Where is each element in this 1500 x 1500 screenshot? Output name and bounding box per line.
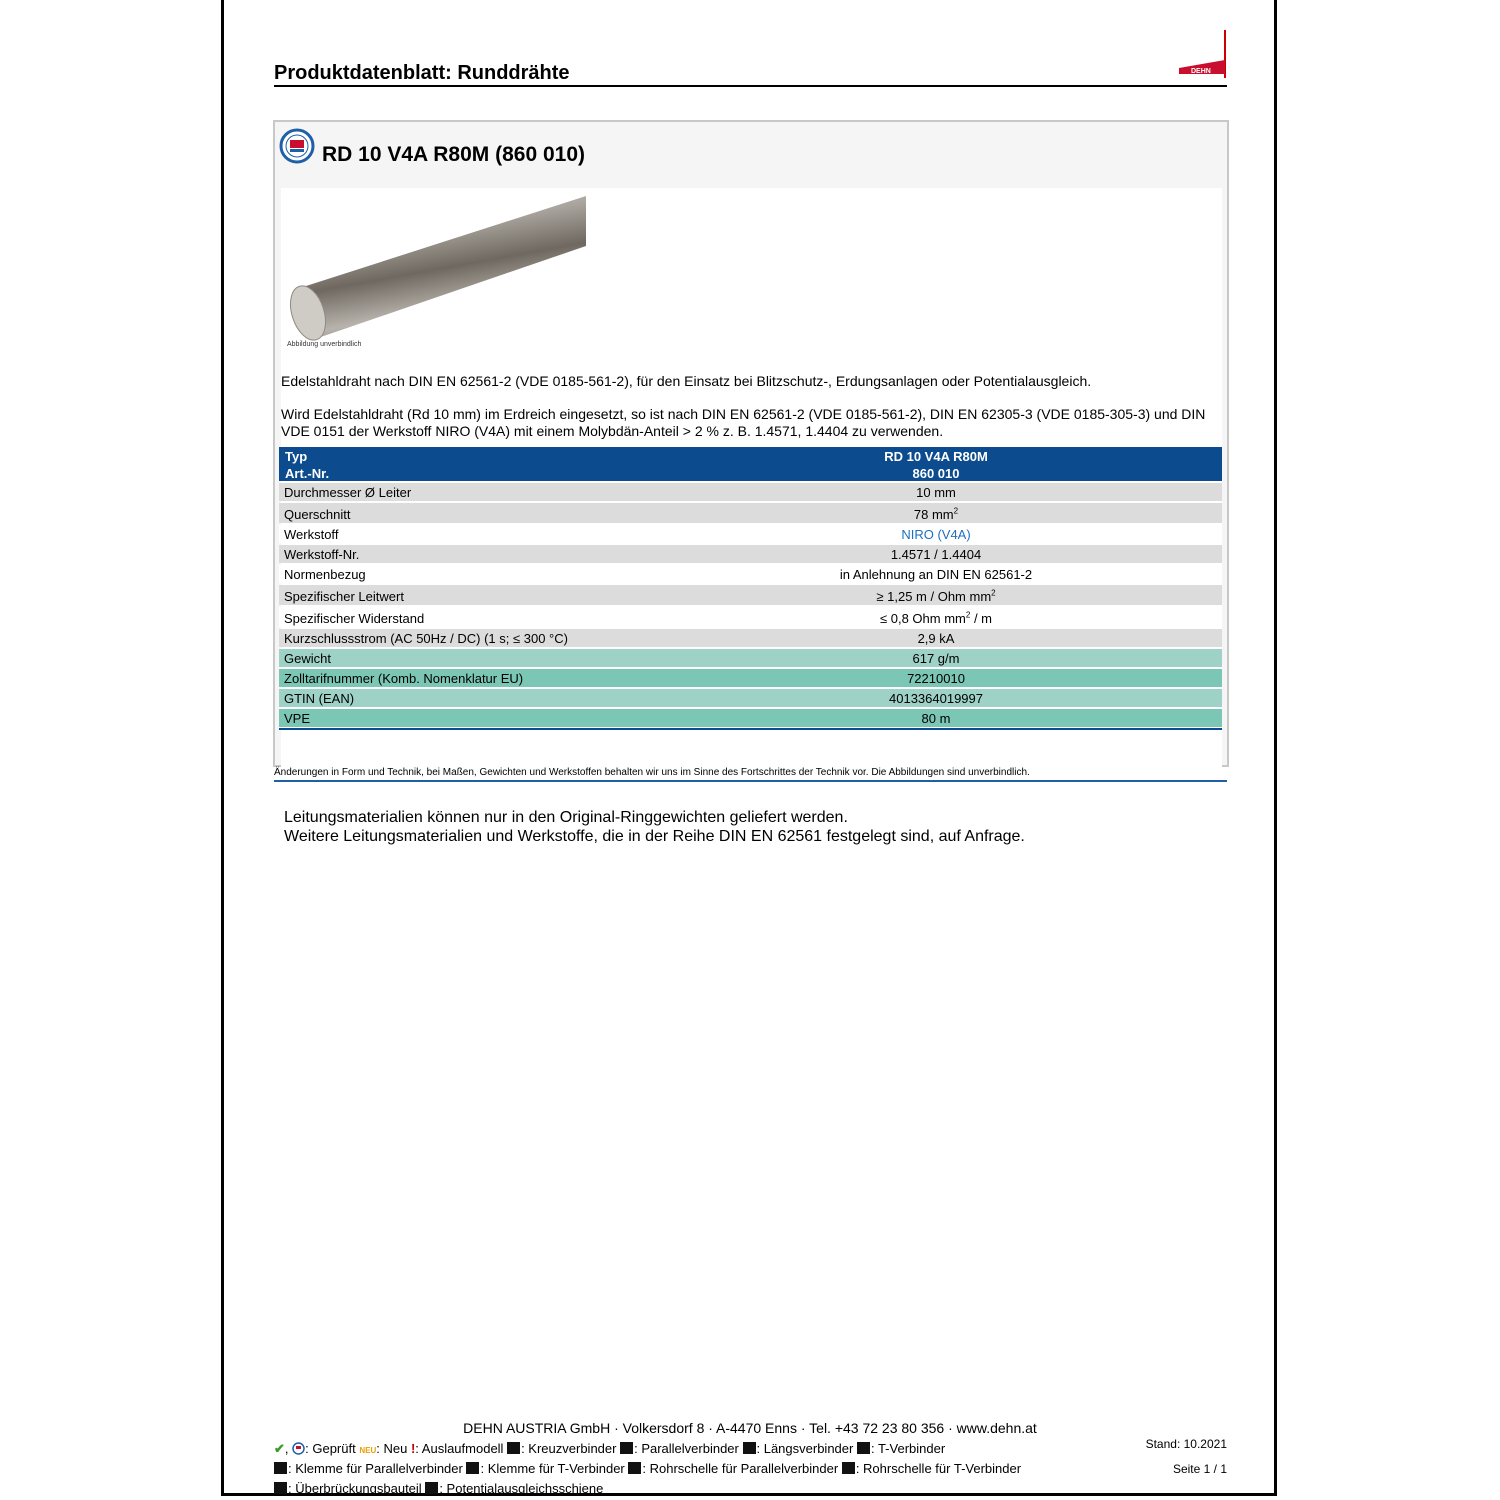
spec-table-header: [279, 447, 1222, 481]
table-row: [279, 629, 1222, 647]
product-title: RD 10 V4A R80M (860 010): [322, 143, 586, 166]
table-row: [279, 689, 1222, 707]
legend-line-2: [274, 1461, 1021, 1476]
neu-icon: NEU: [359, 1446, 377, 1455]
legend-laengs: : Längsverbinder: [756, 1441, 854, 1456]
row-value: in Anlehnung an DIN EN 62561-2: [839, 567, 1033, 582]
row-value: 72210010: [907, 671, 965, 686]
delivery-note: [284, 808, 1025, 846]
row-label: Querschnitt: [284, 507, 351, 522]
legend-rohr-t: : Rohrschelle für T-Verbinder: [855, 1461, 1022, 1476]
legend-klemme-t: : Klemme für T-Verbinder: [480, 1461, 625, 1476]
table-row: [279, 545, 1222, 563]
legend-rohr-par: : Rohrschelle für Parallelverbinder: [642, 1461, 839, 1476]
page-title: Produktdatenblatt: Runddrähte: [274, 62, 570, 84]
row-label: Werkstoff: [284, 527, 339, 542]
article-number-value: 860 010: [912, 466, 960, 481]
row-label: VPE: [284, 711, 311, 726]
note-line-2: Weitere Leitungsmaterialien und Werkstoffe, die in der Reihe DIN EN 62561 festgelegt sind, auf Anfrage.: [284, 828, 1025, 845]
legend-ueber: : Überbrückungsbauteil: [288, 1481, 422, 1496]
laengsverbinder-icon: [743, 1442, 756, 1454]
row-label: Kurzschlussstrom (AC 50Hz / DC) (1 s; ≤ 300 °C): [284, 631, 568, 646]
legend-neu: : Neu: [376, 1441, 408, 1456]
legend-parallel: : Parallelverbinder: [634, 1441, 739, 1456]
legend-klemme-par: : Klemme für Parallelverbinder: [288, 1461, 463, 1476]
product-usage-note: Wird Edelstahldraht (Rd 10 mm) im Erdreich eingesetzt, so ist nach DIN EN 62561-2 (VDE 0185-561-2), DIN EN 62305-3 (VDE 0185-305-3) und DIN VDE 0151 der Werkstoff NIRO (V4A) mit einem Molybdän-Anteil > 2 % z. B. 1.4571, 1.4404 zu verwenden.: [281, 406, 1206, 439]
row-value: 10 mm: [916, 485, 956, 500]
table-bottom-rule: [279, 728, 1222, 730]
row-label: Werkstoff-Nr.: [284, 547, 360, 562]
row-value: 617 g/m: [912, 651, 960, 666]
table-row: [279, 503, 1222, 523]
row-label: Spezifischer Widerstand: [284, 611, 425, 626]
row-label: Normenbezug: [284, 567, 366, 582]
klemme-parallel-icon: [274, 1462, 287, 1474]
rohrschelle-t-icon: [842, 1462, 855, 1474]
rohrschelle-parallel-icon: [628, 1462, 641, 1474]
t-verbinder-icon: [857, 1442, 870, 1454]
row-label: Spezifischer Leitwert: [284, 589, 404, 604]
type-value: RD 10 V4A R80M: [884, 449, 988, 464]
table-row: [279, 525, 1222, 543]
legend-line-3: [274, 1481, 603, 1496]
parallelverbinder-icon: [620, 1442, 633, 1454]
disclaimer: Änderungen in Form und Technik, bei Maßen, Gewichten und Werkstoffen behalten wir uns im Sinne des Fortschrittes der Technik vor. Die Abbildungen sind unverbindlich.: [274, 767, 1030, 778]
legend-auslauf: : Auslaufmodell: [415, 1441, 504, 1456]
material-link[interactable]: NIRO (V4A): [901, 527, 971, 542]
kreuzverbinder-icon: [507, 1442, 520, 1454]
table-row: [279, 649, 1222, 667]
checkmark-icon: ✔: [274, 1441, 285, 1456]
row-label: Durchmesser Ø Leiter: [284, 485, 412, 500]
row-value: 1.4571 / 1.4404: [890, 547, 982, 562]
table-row: [279, 669, 1222, 687]
row-value: 4013364019997: [889, 691, 983, 706]
dehn-logo: [1177, 30, 1227, 78]
round-wire-image: [286, 194, 586, 342]
row-label: GTIN (EAN): [284, 691, 355, 706]
footer-page: Seite 1 / 1: [1172, 1462, 1227, 1476]
svg-text:DEHN: DEHN: [1191, 68, 1211, 75]
row-value: ≤ 0,8 Ohm $mm^2$ / m: [880, 610, 992, 626]
row-label: Gewicht: [284, 651, 331, 666]
spec-table: [279, 447, 1222, 730]
gepruft-icon: [292, 1442, 305, 1455]
type-label: Typ: [285, 449, 308, 464]
disclaimer-divider: [274, 780, 1227, 782]
row-value: 2,9 kA: [917, 631, 955, 646]
footer-company: DEHN AUSTRIA GmbH · Volkersdorf 8 · A-4470 Enns · Tel. +43 72 23 80 356 · www.dehn.at: [463, 1420, 1037, 1436]
product-description: Edelstahldraht nach DIN EN 62561-2 (VDE 0185-561-2), für den Einsatz bei Blitzschutz-, Erdungsanlagen oder Potentialausgleich.: [281, 373, 1092, 389]
legend-kreuz: : Kreuzverbinder: [521, 1441, 617, 1456]
legend-pot: : Potentialausgleichsschiene: [439, 1481, 604, 1496]
legend-tverb: : T-Verbinder: [870, 1441, 946, 1456]
note-line-1: Leitungsmaterialien können nur in den Original-Ringgewichten geliefert werden.: [284, 809, 848, 826]
gepruft-badge-icon: [279, 128, 315, 164]
image-caption: Abbildung unverbindlich: [287, 341, 362, 348]
legend-line-1: ✔, : Geprüft NEU: Neu !: Auslaufmodell : Kreuzverbinder : Parallelverbinder : Längsverbinder : T-Verbinder: [274, 1441, 946, 1456]
header-divider: [274, 85, 1227, 87]
table-row: [279, 565, 1222, 583]
table-row: [279, 607, 1222, 627]
table-row: [279, 585, 1222, 605]
table-row: [279, 483, 1222, 501]
klemme-t-icon: [466, 1462, 479, 1474]
warning-icon: !: [410, 1441, 416, 1456]
row-value: ≥ 1,25 m / Ohm $mm^2$: [876, 588, 996, 604]
legend-gepruft: : Geprüft: [305, 1441, 356, 1456]
row-label: Zolltarifnummer (Komb. Nomenklatur EU): [284, 671, 524, 686]
potentialausgleich-icon: [425, 1482, 438, 1494]
row-value: 78 $mm^2$: [913, 506, 959, 522]
footer-stand: Stand: 10.2021: [1145, 1437, 1227, 1451]
article-number-label: Art.-Nr.: [285, 466, 330, 481]
ueberbrueckung-icon: [274, 1482, 287, 1494]
table-row: [279, 709, 1222, 727]
row-value: 80 m: [921, 711, 951, 726]
